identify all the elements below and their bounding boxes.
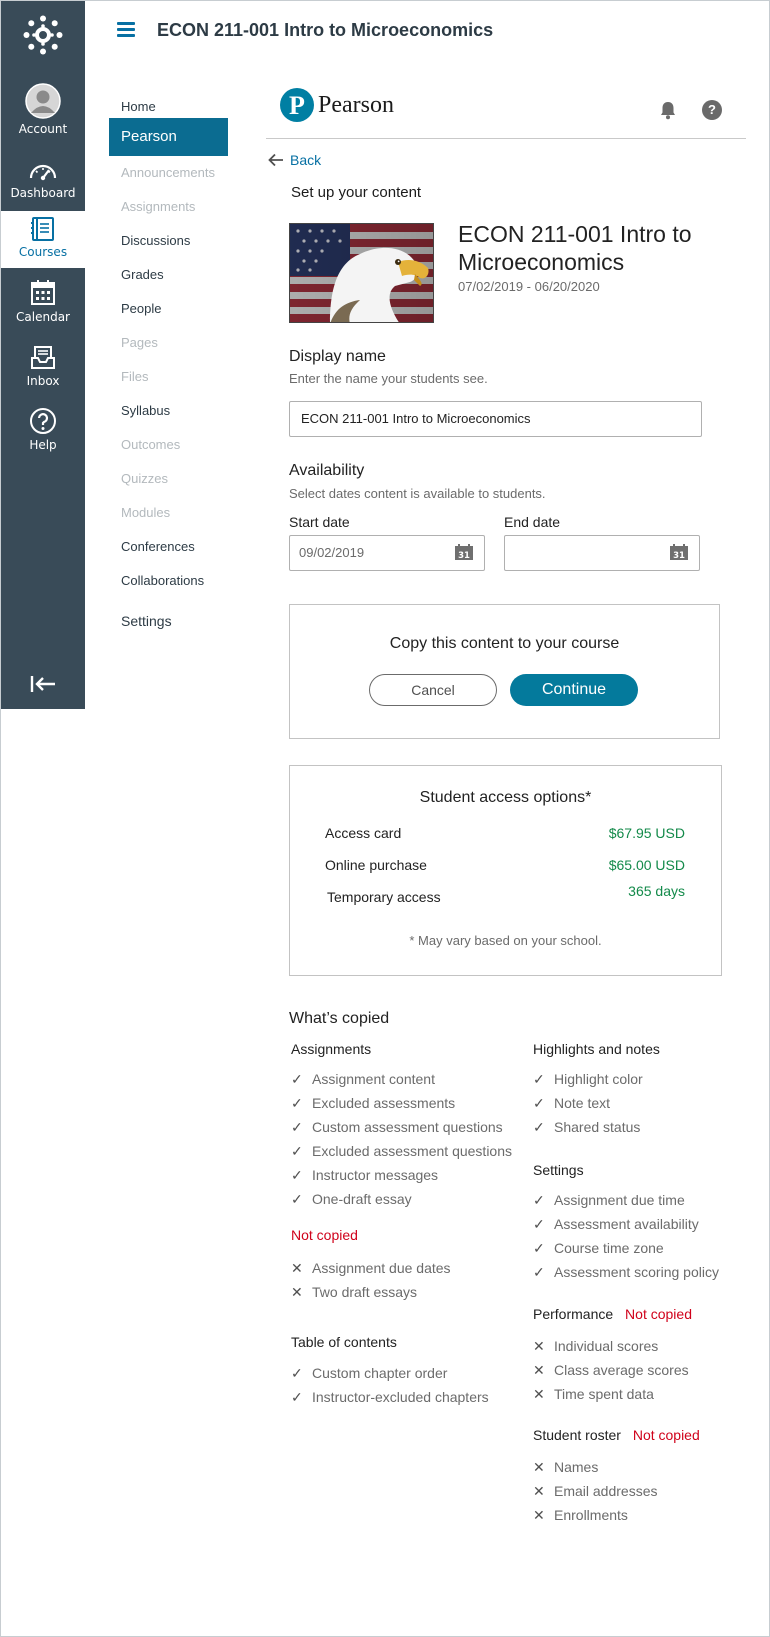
list-item: ✓ Assignment due time (533, 1188, 719, 1212)
hamburger-menu-icon[interactable] (117, 22, 135, 38)
list-item: ✓ Instructor-excluded chapters (291, 1385, 489, 1409)
cross-icon: ✕ (533, 1507, 545, 1523)
pearson-logo (280, 88, 394, 122)
roster-heading (533, 1427, 700, 1443)
display-name-hint: Enter the name your students see. (289, 371, 488, 386)
check-icon: ✓ (291, 1143, 303, 1159)
course-nav-settings[interactable]: Settings (121, 613, 172, 629)
list-item: ✓ Instructor messages (291, 1163, 512, 1187)
whats-copied-title: What’s copied (289, 1010, 390, 1027)
check-icon: ✓ (533, 1216, 545, 1232)
assignments-copied-list (291, 1067, 512, 1211)
setup-title: Set up your content (291, 184, 422, 201)
check-icon: ✓ (291, 1167, 303, 1183)
access-option-label: Temporary access (327, 889, 441, 905)
bell-icon[interactable] (658, 100, 678, 120)
availability-label: Availability (289, 462, 365, 479)
cross-icon: ✕ (533, 1362, 545, 1378)
check-icon: ✓ (291, 1365, 303, 1381)
course-dates: 07/02/2019 - 06/20/2020 (458, 279, 600, 294)
continue-button[interactable]: Continue (510, 674, 638, 706)
help-nav-item[interactable] (1, 407, 85, 452)
highlights-copied-list (533, 1067, 643, 1139)
back-label: Back (290, 152, 322, 168)
global-nav (1, 1, 85, 709)
list-item: ✕ Two draft essays (291, 1280, 451, 1304)
calendar-picker-glyph: 31 (673, 551, 685, 560)
cross-icon: ✕ (291, 1284, 303, 1300)
dashboard-label: Dashboard (10, 186, 76, 200)
display-name-label: Display name (289, 348, 386, 365)
page-title: ECON 211-001 Intro to Microeconomics (157, 20, 494, 40)
help-icon (29, 407, 57, 435)
list-item: ✓ Highlight color (533, 1067, 643, 1091)
course-nav-modules[interactable]: Modules (121, 505, 171, 520)
collapse-icon (29, 675, 57, 693)
student-access-panel (289, 765, 722, 976)
list-item: ✓ Assignment content (291, 1067, 512, 1091)
calendar-icon (29, 279, 57, 307)
cross-icon: ✕ (533, 1483, 545, 1499)
list-item: ✓ Note text (533, 1091, 643, 1115)
calendar-picker-glyph: 31 (458, 551, 470, 560)
course-nav-discussions[interactable]: Discussions (121, 233, 191, 248)
course-nav-announcements[interactable]: Announcements (121, 165, 215, 180)
list-item: ✕ Individual scores (533, 1334, 689, 1358)
courses-nav-item[interactable] (1, 211, 85, 268)
check-icon: ✓ (291, 1191, 303, 1207)
performance-not-copied-list (533, 1334, 689, 1406)
cancel-button[interactable]: Cancel (369, 674, 497, 706)
performance-heading (533, 1306, 692, 1322)
check-icon: ✓ (533, 1192, 545, 1208)
check-icon: ✓ (533, 1071, 545, 1087)
list-item: ✕ Email addresses (533, 1479, 658, 1503)
access-option-value: $67.95 USD (608, 825, 685, 841)
list-item: ✓ Course time zone (533, 1236, 719, 1260)
access-option-label: Access card (325, 825, 402, 841)
toc-copied-list (291, 1361, 489, 1409)
courses-label: Courses (18, 245, 68, 259)
calendar-nav-item[interactable] (1, 279, 85, 324)
course-name: ECON 211-001 Intro to Microeconomics (458, 221, 692, 275)
course-nav-files[interactable]: Files (121, 369, 149, 384)
assignments-heading: Assignments (291, 1041, 372, 1057)
calendar-picker-icon[interactable] (670, 544, 688, 560)
course-nav-collaborations[interactable]: Collaborations (121, 573, 205, 588)
list-item: ✓ Custom chapter order (291, 1361, 489, 1385)
arrow-left-icon (268, 153, 284, 167)
start-date-label: Start date (289, 514, 350, 530)
copy-content-panel (289, 604, 720, 739)
list-item: ✓ Excluded assessment questions (291, 1139, 512, 1163)
course-nav-home[interactable]: Home (121, 99, 156, 114)
course-nav-syllabus[interactable]: Syllabus (121, 403, 171, 418)
not-copied-label: Not copied (291, 1227, 358, 1243)
list-item: ✕ Class average scores (533, 1358, 689, 1382)
check-icon: ✓ (533, 1240, 545, 1256)
check-icon: ✓ (533, 1119, 545, 1135)
list-item: ✓ Shared status (533, 1115, 643, 1139)
check-icon: ✓ (533, 1264, 545, 1280)
pearson-wordmark: Pearson (318, 91, 394, 118)
avatar (25, 83, 61, 119)
list-item: ✕ Time spent data (533, 1382, 689, 1406)
roster-not-copied-list (533, 1455, 658, 1527)
cross-icon: ✕ (291, 1260, 303, 1276)
check-icon: ✓ (291, 1119, 303, 1135)
cross-icon: ✕ (533, 1386, 545, 1402)
help-label: Help (29, 438, 57, 452)
list-item: ✓ One-draft essay (291, 1187, 512, 1211)
inbox-label: Inbox (26, 374, 60, 388)
settings-heading: Settings (533, 1162, 584, 1178)
back-link[interactable] (268, 152, 321, 168)
not-copied-label: Not copied (625, 1306, 692, 1322)
check-icon: ✓ (533, 1095, 545, 1111)
toc-heading: Table of contents (291, 1334, 397, 1350)
list-item: ✕ Assignment due dates (291, 1256, 451, 1280)
cross-icon: ✕ (533, 1338, 545, 1354)
course-image (289, 223, 434, 323)
not-copied-label: Not copied (632, 1427, 700, 1443)
access-footnote: * May vary based on your school. (409, 933, 602, 948)
performance-heading-label: Performance (533, 1306, 614, 1322)
list-item: ✕ Enrollments (533, 1503, 658, 1527)
course-nav-pages[interactable]: Pages (121, 335, 158, 350)
dashboard-icon (28, 159, 58, 183)
access-option-value: $65.00 USD (608, 857, 685, 873)
highlights-heading: Highlights and notes (533, 1041, 660, 1057)
course-nav-conferences[interactable]: Conferences (121, 539, 195, 554)
inbox-icon (29, 343, 57, 371)
calendar-label: Calendar (16, 310, 70, 324)
course-nav-pearson[interactable]: Pearson (109, 118, 228, 156)
course-nav-outcomes[interactable]: Outcomes (121, 437, 181, 452)
list-item: ✓ Custom assessment questions (291, 1115, 512, 1139)
inbox-nav-item[interactable] (1, 343, 85, 388)
check-icon: ✓ (291, 1095, 303, 1111)
access-option-label: Online purchase (325, 857, 427, 873)
check-icon: ✓ (291, 1071, 303, 1087)
check-icon: ✓ (291, 1389, 303, 1405)
dashboard-nav-item[interactable] (1, 159, 85, 200)
copy-title: Copy this content to your course (389, 635, 620, 652)
list-item: ✓ Assessment scoring policy (533, 1260, 719, 1284)
start-date-value: 09/02/2019 (299, 545, 365, 560)
end-date-label: End date (504, 514, 561, 530)
course-nav-quizzes[interactable]: Quizzes (121, 471, 168, 486)
account-nav-item[interactable] (1, 83, 85, 136)
course-nav-assignments[interactable]: Assignments (121, 199, 196, 214)
pearson-logo-icon: P (280, 88, 314, 122)
header-divider (266, 138, 746, 139)
availability-hint: Select dates content is available to students. (289, 486, 546, 501)
settings-copied-list (533, 1188, 719, 1284)
roster-heading-label: Student roster (533, 1427, 621, 1443)
collapse-nav-button[interactable] (1, 675, 85, 693)
list-item: ✕ Names (533, 1455, 658, 1479)
account-label: Account (18, 122, 68, 136)
list-item: ✓ Excluded assessments (291, 1091, 512, 1115)
list-item: ✓ Assessment availability (533, 1212, 719, 1236)
calendar-picker-icon[interactable] (455, 544, 473, 560)
courses-icon (30, 216, 56, 242)
course-nav-grades[interactable]: Grades (121, 267, 164, 282)
access-option-value: 365 days (628, 883, 685, 899)
display-name-input[interactable]: ECON 211-001 Intro to Microeconomics (289, 401, 702, 437)
access-title: Student access options* (419, 789, 592, 806)
canvas-logo-icon[interactable] (1, 15, 85, 55)
help-icon[interactable]: ? (702, 100, 722, 120)
assignments-not-copied-list (291, 1256, 451, 1304)
course-nav-people[interactable]: People (121, 301, 162, 316)
cross-icon: ✕ (533, 1459, 545, 1475)
